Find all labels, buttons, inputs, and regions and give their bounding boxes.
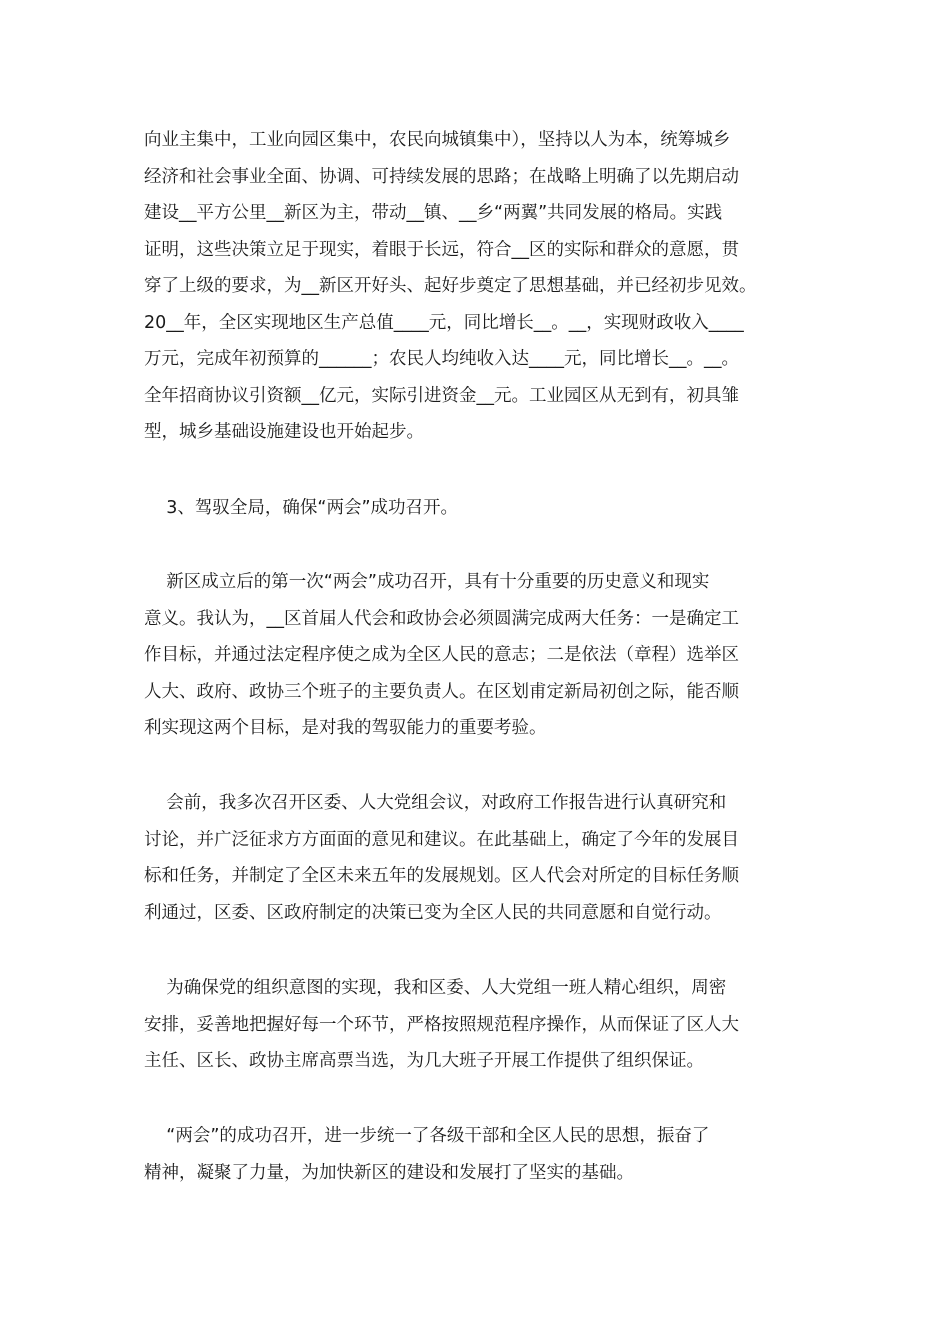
paragraph-line: 新区成立后的第一次“两会”成功召开，具有十分重要的历史意义和现实	[144, 572, 710, 592]
paragraph-line: 利通过，区委、区政府制定的决策已变为全区人民的共同意愿和自觉行动。	[144, 902, 722, 923]
paragraph-line: 为确保党的组织意图的实现，我和区委、人大党组一班人精心组织，周密	[144, 978, 727, 998]
paragraph-line: 会前，我多次召开区委、人大党组会议，对政府工作报告进行认真研究和	[144, 793, 727, 813]
heading-line: 3、驾驭全局，确保“两会”成功召开。	[144, 498, 459, 518]
paragraph-line: 20__年，全区实现地区生产总值____元，同比增长__。__，实现财政收入____	[144, 312, 744, 333]
paragraph-4	[144, 785, 824, 931]
paragraph-line: 精神，凝聚了力量，为加快新区的建设和发展打了坚实的基础。	[144, 1162, 634, 1183]
paragraph-5	[144, 970, 824, 1080]
paragraph-6	[144, 1118, 824, 1191]
paragraph-line: 证明，这些决策立足于现实，着眼于长远，符合__区的实际和群众的意愿，贯	[144, 239, 739, 260]
section-heading	[144, 490, 824, 527]
paragraph-line: 作目标，并通过法定程序使之成为全区人民的意志；二是依法（章程）选举区	[144, 645, 739, 665]
paragraph-line: 型，城乡基础设施建设也开始起步。	[144, 422, 424, 442]
paragraph-line: 人大、政府、政协三个班子的主要负责人。在区划甫定新局初创之际，能否顺	[144, 681, 739, 702]
paragraph-line: 向业主集中，工业向园区集中，农民向城镇集中），坚持以人为本，统筹城乡	[144, 130, 731, 150]
paragraph-line: 讨论，并广泛征求方方面面的意见和建议。在此基础上，确定了今年的发展目	[144, 829, 739, 850]
paragraph-line: “两会”的成功召开，进一步统一了各级干部和全区人民的思想，振奋了	[144, 1126, 710, 1146]
paragraph-line: 经济和社会事业全面、协调、可持续发展的思路；在战略上明确了以先期启动	[144, 166, 739, 187]
paragraph-line: 万元，完成年初预算的______；农民人均纯收入达____元，同比增长__。__。	[144, 349, 739, 369]
paragraph-line: 主任、区长、政协主席高票当选，为几大班子开展工作提供了组织保证。	[144, 1051, 704, 1071]
paragraph-line: 穿了上级的要求，为__新区开好头、起好步奠定了思想基础，并已经初步见效。	[144, 276, 757, 296]
paragraph-line: 意义。我认为，__区首届人代会和政协会必须圆满完成两大任务：一是确定工	[144, 608, 739, 629]
paragraph-line: 建设__平方公里__新区为主，带动__镇、__乡“两翼”共同发展的格局。实践	[144, 203, 723, 223]
paragraph-line: 利实现这两个目标，是对我的驾驭能力的重要考验。	[144, 718, 547, 738]
paragraph-line: 标和任务，并制定了全区未来五年的发展规划。区人代会对所定的目标任务顺	[144, 866, 739, 886]
paragraph-line: 安排，妥善地把握好每一个环节，严格按照规范程序操作，从而保证了区人大	[144, 1014, 739, 1035]
paragraph-3	[144, 564, 824, 747]
paragraph-1	[144, 122, 824, 451]
paragraph-line: 全年招商协议引资额__亿元，实际引进资金__元。工业园区从无到有，初具雏	[144, 385, 739, 406]
